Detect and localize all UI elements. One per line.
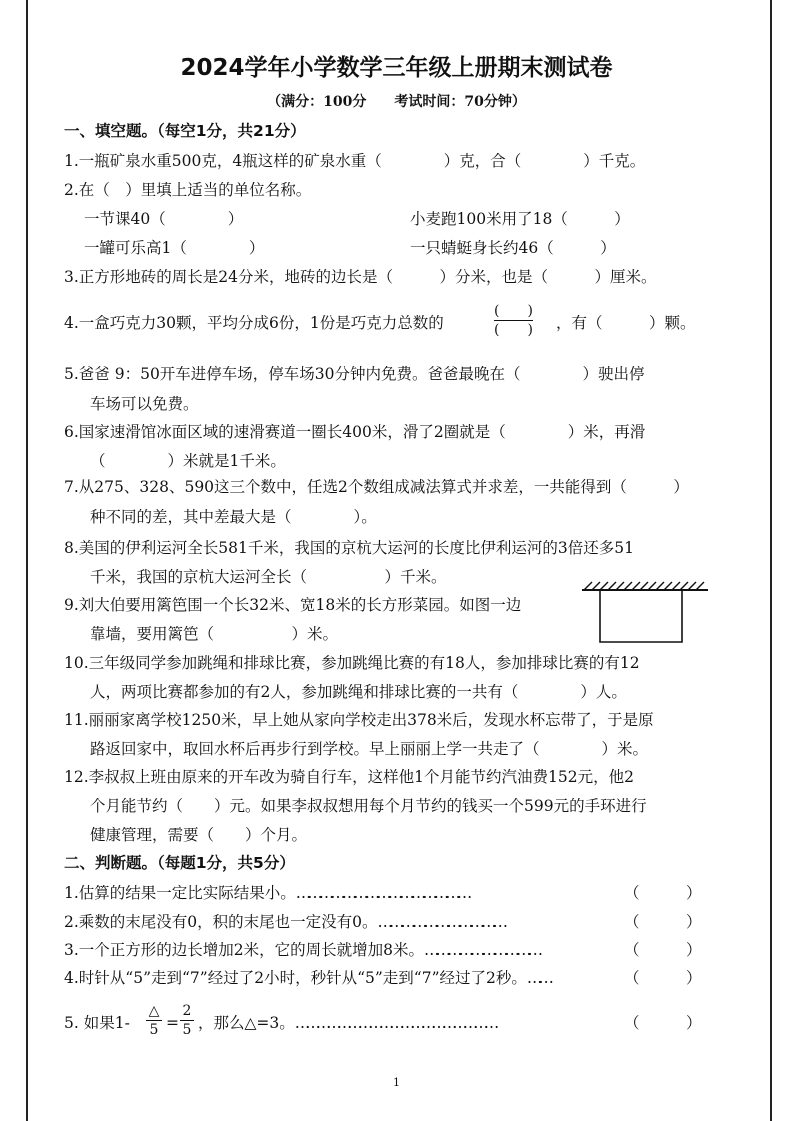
question-4-fraction: [494, 303, 533, 338]
page-border-left: [26, 0, 28, 1121]
page-border-right: [770, 0, 772, 1121]
judgement-2-text: 2.乘数的末尾没有0，积的末尾也一定没有0。: [64, 913, 378, 931]
judgement-4: [64, 968, 550, 988]
leader-dots: ……………………………: [377, 913, 505, 931]
page-title: 2024学年小学数学三年级上册期末测试卷: [180, 55, 613, 81]
leader-dots: ……: [526, 969, 550, 987]
question-9-line2: 靠墙，要用篱笆（ ）米。: [90, 625, 339, 643]
fraction-numerator: ( ): [494, 303, 533, 319]
fraction-numerator: △: [148, 1003, 160, 1019]
question-1: 1.一瓶矿泉水重500克，4瓶这样的矿泉水重（ ）克，合（ ）千克。: [64, 152, 646, 170]
question-8-line1: 8.美国的伊利运河全长581千米，我国的京杭大运河的长度比伊利运河的3倍还多51: [64, 539, 634, 557]
judgement-5-fraction-1: [146, 1003, 162, 1038]
question-7-line2: 种不同的差，其中差最大是（ ）。: [90, 508, 377, 526]
question-5-line2: 车场可以免费。: [90, 395, 199, 413]
fraction-bar: [180, 1020, 194, 1021]
answer-bracket-2[interactable]: （ ）: [624, 913, 702, 931]
question-2: 2.在（ ）里填上适当的单位名称。: [64, 181, 312, 199]
fraction-denominator: ( ): [494, 322, 533, 338]
judgement-3: [64, 940, 539, 960]
question-10-line2: 人，两项比赛都参加的有2人，参加跳绳和排球比赛的一共有（ ）人。: [90, 683, 627, 701]
answer-bracket-1[interactable]: （ ）: [624, 884, 702, 902]
fraction-bar: [494, 320, 533, 321]
equals-sign: =: [166, 1014, 179, 1032]
fraction-denominator: 5: [182, 1022, 192, 1038]
answer-bracket-5[interactable]: （ ）: [624, 1014, 702, 1032]
question-8-line2: 千米，我国的京杭大运河全长（ ）千米。: [90, 568, 447, 586]
question-2a: 一节课40（ ）: [84, 210, 244, 228]
question-4-suffix: ，有（ ）颗。: [556, 314, 696, 332]
judgement-3-text: 3.一个正方形的边长增加2米，它的周长就增加8米。: [64, 941, 425, 959]
question-11-line2: 路返回家中，取回水杯后再步行到学校。早上丽丽上学一共走了（ ）米。: [90, 740, 649, 758]
answer-bracket-4[interactable]: （ ）: [624, 969, 702, 987]
question-6-line2: （ ）米就是1千米。: [90, 452, 286, 470]
question-6-line1: 6.国家速滑馆冰面区域的速滑赛道一圈长400米，滑了2圈就是（ ）米，再滑: [64, 423, 646, 441]
question-3: 3.正方形地砖的周长是24分米，地砖的边长是（ ）分米，也是（ ）厘米。: [64, 268, 657, 286]
leader-dots: …………………………: [424, 941, 540, 959]
question-4-prefix: 4.一盒巧克力30颗，平均分成6份，1份是巧克力总数的: [64, 314, 444, 332]
question-12-line2: 个月能节约（ ）元。如果李叔叔想用每个月节约的钱买一个599元的手环进行: [90, 797, 647, 815]
fraction-numerator: 2: [182, 1003, 192, 1019]
question-12-line3: 健康管理，需要（ ）个月。: [90, 826, 308, 844]
question-9-line1: 9.刘大伯要用篱笆围一个长32米、宽18米的长方形菜园。如图一边: [64, 596, 522, 614]
page-number: 1: [393, 1076, 400, 1089]
question-11-line1: 11.丽丽家离学校1250米，早上她从家向学校走出378米后，发现水杯忘带了，于是原: [64, 711, 654, 729]
fraction-denominator: 5: [149, 1022, 159, 1038]
judgement-4-text: 4.时针从“5”走到“7”经过了2小时，秒针从“5”走到“7”经过了2秒。: [64, 969, 527, 987]
page-subtitle: （满分：100分 考试时间：70分钟）: [267, 94, 526, 110]
fraction-bar: [146, 1020, 162, 1021]
question-2b: 小麦跑100米用了18（ ）: [410, 210, 630, 228]
judgement-5-suffix: [198, 1013, 494, 1033]
section1-heading: 一、填空题。（每空1分，共21分）: [64, 122, 306, 140]
question-5-line1: 5.爸爸 9：50开车进停车场，停车场30分钟内免费。爸爸最晚在（ ）驶出停: [64, 365, 645, 383]
leader-dots: …………………………………………………: [294, 1014, 495, 1032]
section2-heading: 二、判断题。（每题1分，共5分）: [64, 854, 295, 872]
question-7-line1: 7.从275、328、590这三个数中，任选2个数组成减法算式并求差，一共能得到（ ）: [64, 478, 689, 496]
question-12-line1: 12.李叔叔上班由原来的开车改为骑自行车，这样他1个月能节约汽油费152元，他2: [64, 768, 634, 786]
judgement-5-prefix: 5. 如果1-: [64, 1014, 130, 1032]
question-2c: 一罐可乐高1（ ）: [84, 239, 265, 257]
question-10-line1: 10.三年级同学参加跳绳和排球比赛，参加跳绳比赛的有18人，参加排球比赛的有12: [64, 654, 640, 672]
judgement-1: [64, 883, 468, 903]
leader-dots: ………………………………………: [295, 884, 469, 902]
judgement-2: [64, 912, 504, 932]
answer-bracket-3[interactable]: （ ）: [624, 941, 702, 959]
judgement-5-text: ，那么△=3。: [198, 1014, 295, 1032]
garden-wall-diagram: [580, 578, 712, 648]
judgement-1-text: 1.估算的结果一定比实际结果小。: [64, 884, 296, 902]
judgement-5-fraction-2: [180, 1003, 194, 1038]
question-2d: 一只蜻蜓身长约46（ ）: [410, 239, 616, 257]
